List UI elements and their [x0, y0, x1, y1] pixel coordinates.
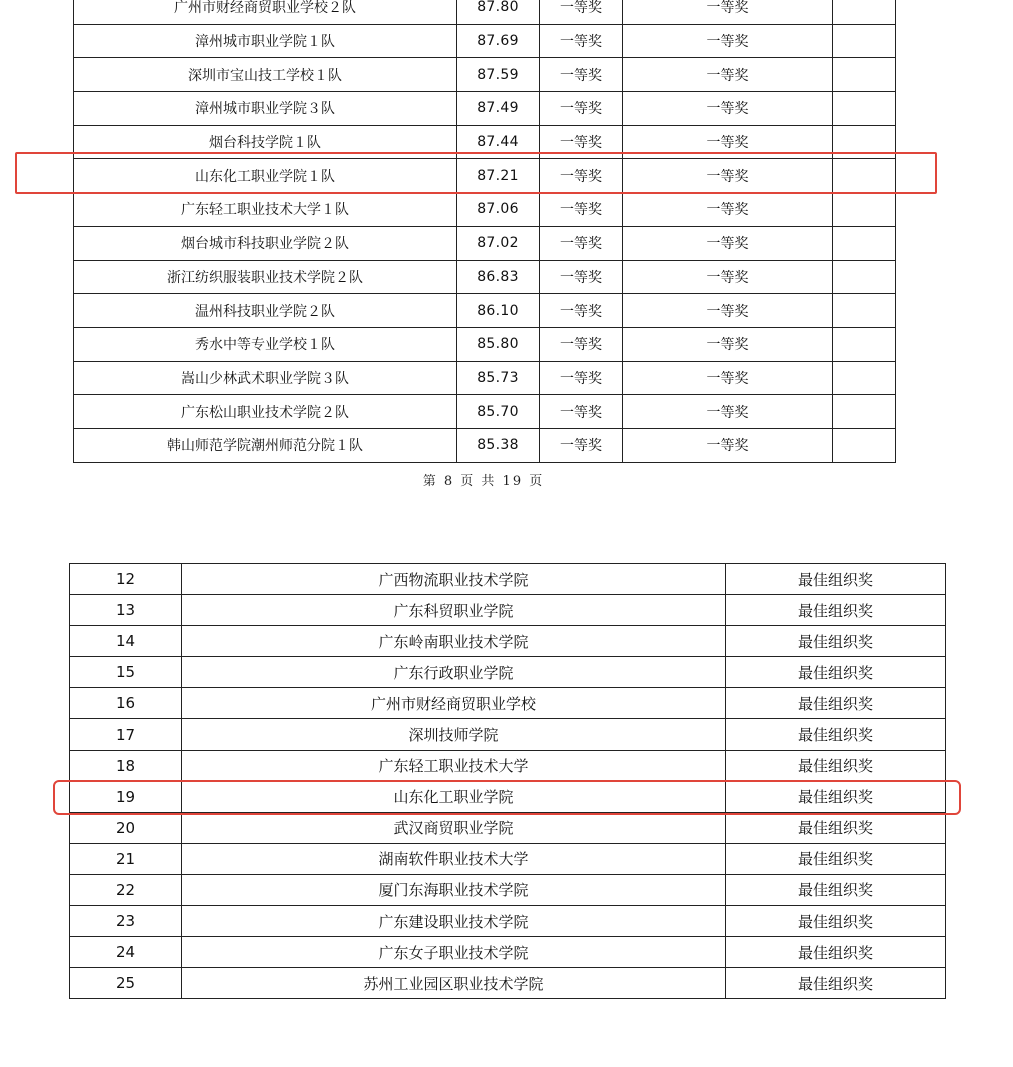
team-name-cell: 烟台城市科技职业学院２队 [74, 226, 457, 260]
award-cell: 最佳组织奖 [726, 688, 946, 719]
award-cell: 最佳组织奖 [726, 626, 946, 657]
team-name-cell: 广东轻工职业技术大学１队 [74, 193, 457, 227]
remark-cell [833, 395, 896, 429]
table-row [74, 125, 896, 159]
school-name-cell: 广东科贸职业学院 [182, 595, 726, 626]
score-cell: 85.70 [457, 395, 540, 429]
award-cell: 最佳组织奖 [726, 937, 946, 968]
award-cell: 一等奖 [623, 260, 833, 294]
award-cell: 一等奖 [540, 193, 623, 227]
school-name-cell: 广州市财经商贸职业学校 [182, 688, 726, 719]
award-cell: 最佳组织奖 [726, 750, 946, 781]
award-cell: 一等奖 [623, 159, 833, 193]
team-name-cell: 漳州城市职业学院１队 [74, 24, 457, 58]
school-name-cell: 广东岭南职业技术学院 [182, 626, 726, 657]
table-row [70, 750, 946, 781]
award-cell: 最佳组织奖 [726, 968, 946, 999]
school-name-cell: 武汉商贸职业学院 [182, 812, 726, 843]
row-number-cell: 20 [70, 812, 182, 843]
award-cell: 一等奖 [623, 193, 833, 227]
row-number-cell: 24 [70, 937, 182, 968]
remark-cell [833, 361, 896, 395]
table-row [70, 564, 946, 595]
team-name-cell: 漳州城市职业学院３队 [74, 92, 457, 126]
school-name-cell: 广西物流职业技术学院 [182, 564, 726, 595]
table-row [74, 0, 896, 24]
row-number-cell: 18 [70, 750, 182, 781]
school-name-cell: 深圳技师学院 [182, 719, 726, 750]
award-cell: 一等奖 [540, 0, 623, 24]
award-cell: 一等奖 [540, 159, 623, 193]
award-cell: 一等奖 [623, 327, 833, 361]
remark-cell [833, 327, 896, 361]
table-row [70, 843, 946, 874]
award-cell: 最佳组织奖 [726, 906, 946, 937]
award-cell: 最佳组织奖 [726, 719, 946, 750]
table-row [70, 595, 946, 626]
award-cell: 一等奖 [540, 58, 623, 92]
award-cell: 一等奖 [540, 24, 623, 58]
score-cell: 87.69 [457, 24, 540, 58]
table-row [74, 327, 896, 361]
row-number-cell: 16 [70, 688, 182, 719]
row-number-cell: 14 [70, 626, 182, 657]
table-row [74, 395, 896, 429]
remark-cell [833, 92, 896, 126]
table-row [74, 193, 896, 227]
award-cell: 最佳组织奖 [726, 812, 946, 843]
school-name-cell: 广东行政职业学院 [182, 657, 726, 688]
award-cell: 一等奖 [623, 24, 833, 58]
award-cell: 最佳组织奖 [726, 595, 946, 626]
award-cell: 一等奖 [540, 226, 623, 260]
row-number-cell: 23 [70, 906, 182, 937]
table-row [74, 294, 896, 328]
remark-cell [833, 24, 896, 58]
row-number-cell: 13 [70, 595, 182, 626]
score-cell: 87.21 [457, 159, 540, 193]
row-number-cell: 19 [70, 781, 182, 812]
results-table-page-8 [73, 0, 896, 463]
table-row [70, 781, 946, 812]
award-cell: 一等奖 [623, 0, 833, 24]
table-row [70, 937, 946, 968]
table-row [70, 719, 946, 750]
remark-cell [833, 58, 896, 92]
table-row [70, 657, 946, 688]
remark-cell [833, 193, 896, 227]
row-number-cell: 17 [70, 719, 182, 750]
award-cell: 最佳组织奖 [726, 843, 946, 874]
remark-cell [833, 294, 896, 328]
page-number-footer: 第 8 页 共 19 页 [422, 474, 545, 489]
school-name-cell: 厦门东海职业技术学院 [182, 874, 726, 905]
score-cell: 86.83 [457, 260, 540, 294]
award-cell: 一等奖 [623, 58, 833, 92]
award-cell: 一等奖 [540, 327, 623, 361]
award-cell: 一等奖 [623, 361, 833, 395]
award-cell: 一等奖 [540, 294, 623, 328]
award-cell: 一等奖 [540, 395, 623, 429]
table-row [70, 812, 946, 843]
score-cell: 85.38 [457, 428, 540, 462]
team-name-cell: 深圳市宝山技工学校１队 [74, 58, 457, 92]
score-cell: 85.80 [457, 327, 540, 361]
school-name-cell: 苏州工业园区职业技术学院 [182, 968, 726, 999]
remark-cell [833, 0, 896, 24]
award-cell: 一等奖 [540, 125, 623, 159]
award-cell: 一等奖 [623, 428, 833, 462]
team-name-cell: 韩山师范学院潮州师范分院１队 [74, 428, 457, 462]
score-cell: 87.44 [457, 125, 540, 159]
table-row [70, 874, 946, 905]
award-cell: 一等奖 [623, 125, 833, 159]
score-cell: 87.80 [457, 0, 540, 24]
remark-cell [833, 428, 896, 462]
table-row [74, 226, 896, 260]
award-cell: 一等奖 [540, 361, 623, 395]
school-name-cell: 湖南软件职业技术大学 [182, 843, 726, 874]
table-row [74, 428, 896, 462]
table-row [74, 260, 896, 294]
remark-cell [833, 260, 896, 294]
school-name-cell: 广东建设职业技术学院 [182, 906, 726, 937]
award-cell: 最佳组织奖 [726, 564, 946, 595]
school-name-cell: 山东化工职业学院 [182, 781, 726, 812]
award-cell: 最佳组织奖 [726, 781, 946, 812]
score-cell: 87.06 [457, 193, 540, 227]
table-row [74, 92, 896, 126]
award-cell: 最佳组织奖 [726, 874, 946, 905]
score-cell: 85.73 [457, 361, 540, 395]
award-cell: 最佳组织奖 [726, 657, 946, 688]
table-row [70, 688, 946, 719]
award-cell: 一等奖 [623, 226, 833, 260]
award-cell: 一等奖 [540, 428, 623, 462]
score-cell: 87.02 [457, 226, 540, 260]
award-cell: 一等奖 [540, 260, 623, 294]
team-name-cell: 广东松山职业技术学院２队 [74, 395, 457, 429]
organization-award-table-body [70, 564, 946, 999]
team-name-cell: 秀水中等专业学校１队 [74, 327, 457, 361]
score-cell: 87.59 [457, 58, 540, 92]
table-row [70, 626, 946, 657]
team-name-cell: 嵩山少林武术职业学院３队 [74, 361, 457, 395]
organization-award-table [69, 563, 946, 999]
remark-cell [833, 125, 896, 159]
award-cell: 一等奖 [623, 395, 833, 429]
score-cell: 87.49 [457, 92, 540, 126]
table-row [74, 24, 896, 58]
team-name-cell: 浙江纺织服装职业技术学院２队 [74, 260, 457, 294]
table-row [70, 968, 946, 999]
remark-cell [833, 159, 896, 193]
row-number-cell: 25 [70, 968, 182, 999]
team-name-cell: 广州市财经商贸职业学校２队 [74, 0, 457, 24]
award-cell: 一等奖 [623, 92, 833, 126]
table-row [74, 361, 896, 395]
table-row [74, 58, 896, 92]
score-cell: 86.10 [457, 294, 540, 328]
table-row [70, 906, 946, 937]
row-number-cell: 15 [70, 657, 182, 688]
remark-cell [833, 226, 896, 260]
team-name-cell: 山东化工职业学院１队 [74, 159, 457, 193]
team-name-cell: 烟台科技学院１队 [74, 125, 457, 159]
school-name-cell: 广东女子职业技术学院 [182, 937, 726, 968]
results-table-body [74, 0, 896, 462]
team-name-cell: 温州科技职业学院２队 [74, 294, 457, 328]
award-cell: 一等奖 [623, 294, 833, 328]
row-number-cell: 12 [70, 564, 182, 595]
row-number-cell: 22 [70, 874, 182, 905]
award-cell: 一等奖 [540, 92, 623, 126]
table-row [74, 159, 896, 193]
school-name-cell: 广东轻工职业技术大学 [182, 750, 726, 781]
row-number-cell: 21 [70, 843, 182, 874]
